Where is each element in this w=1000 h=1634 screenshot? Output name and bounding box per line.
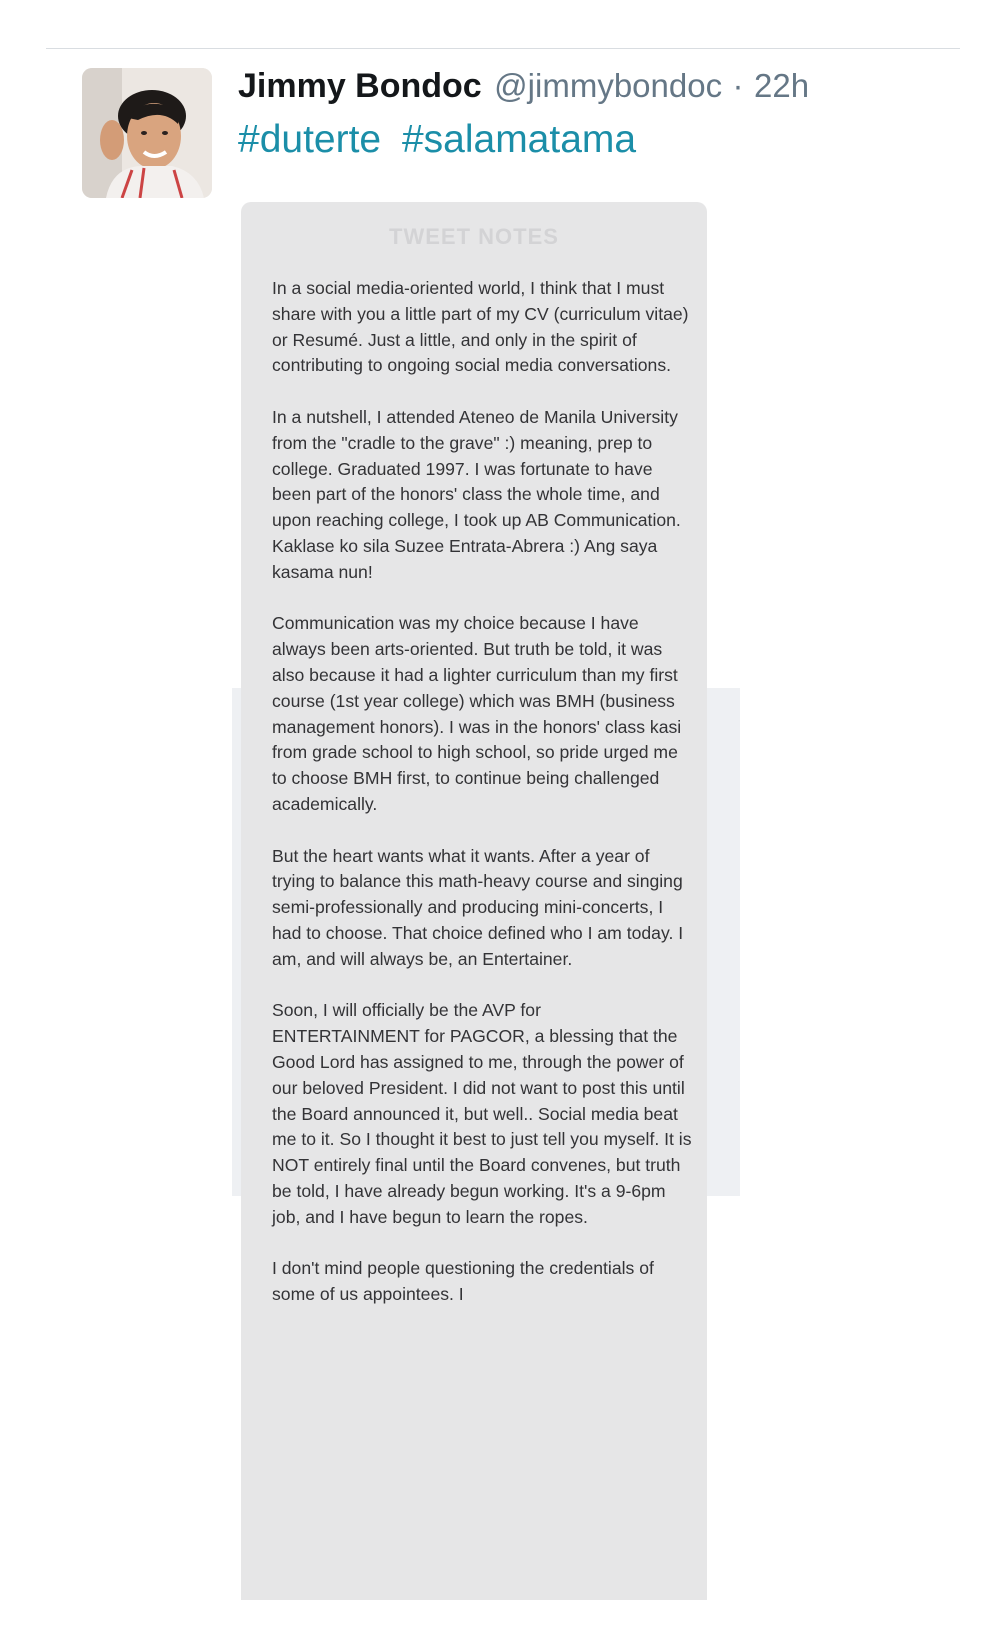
note-heading: TWEET NOTES	[389, 224, 559, 249]
note-paragraph: In a nutshell, I attended Ateneo de Manila University from the "cradle to the grave" :) meaning, prep to college. Graduated 1997. I was fortunate to have been part of the honors' class the whole time, and upon reaching college, I took up AB Communication. Kaklase ko sila Suzee Entrata-Abrera :) Ang saya kasama nun!	[272, 406, 681, 582]
hashtag-salamatama[interactable]: #salamatama	[401, 118, 637, 161]
note-paragraph: In a social media-oriented world, I think that I must share with you a little part of my CV (curriculum vitae) or Resumé. Just a little, and only in the spirit of contributing to ongoing social media conversations.	[272, 278, 689, 376]
attached-note-image[interactable]	[241, 202, 707, 1600]
hashtag-duterte[interactable]: #duterte	[238, 118, 382, 161]
note-paragraph: Communication was my choice because I have always been arts-oriented. But truth be told, it was also because it had a lighter curriculum than my first course (1st year college) which was BMH (business management honors). I was in the honors' class kasi from grade school to high school, so pride urged me to choose BMH first, to continue being challenged academically.	[272, 613, 682, 814]
separator-dot: ·	[732, 67, 744, 104]
user-handle[interactable]: @jimmybondoc	[494, 67, 723, 104]
tweet-timestamp[interactable]: 22h	[753, 67, 810, 104]
profile-photo-icon	[82, 68, 212, 198]
note-body	[272, 276, 692, 1334]
avatar[interactable]	[82, 68, 212, 198]
note-paragraph: I don't mind people questioning the credentials of some of us appointees. I	[272, 1258, 654, 1305]
note-paragraph: But the heart wants what it wants. After a year of trying to balance this math-heavy course and singing semi-professionally and producing mini-concerts, I had to choose. That choice defined who I am today. I am, and will always be, an Entertainer.	[272, 845, 684, 969]
tweet-header	[238, 64, 809, 115]
display-name[interactable]: Jimmy Bondoc	[238, 67, 482, 105]
tweet-text	[238, 114, 636, 166]
note-paragraph: Soon, I will officially be the AVP for ENTERTAINMENT for PAGCOR, a blessing that the Good Lord has assigned to me, through the power of our beloved President. I did not want to post this until the Board announced it, but well.. Social media beat me to it. So I thought it best to just tell you myself. It is NOT entirely final until the Board convenes, but truth be told, I have already begun working. It's a 9-6pm job, and I have begun to learn the ropes.	[272, 1000, 692, 1227]
timeline-divider	[46, 48, 960, 49]
